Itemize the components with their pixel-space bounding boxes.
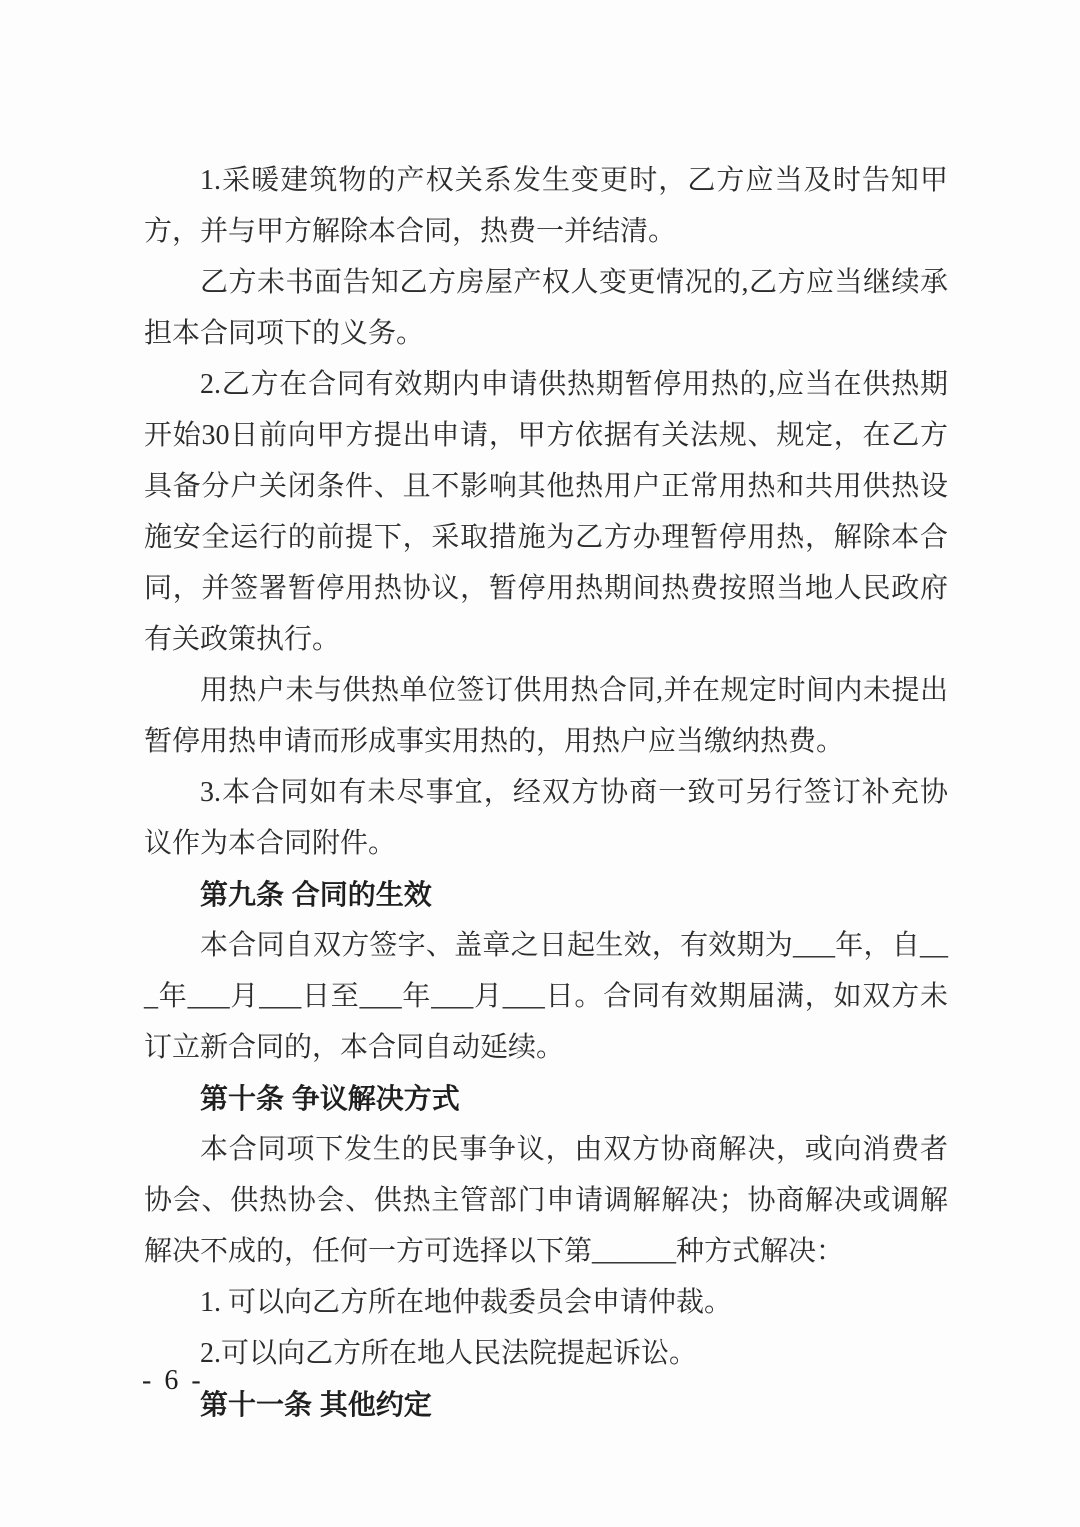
list-item: 1. 可以向乙方所在地仲裁委员会申请仲裁。	[200, 1287, 733, 1318]
page-number: - 6 -	[142, 1365, 204, 1396]
paragraph: 本合同项下发生的民事争议，由双方协商解决，或向消费者协会、供热协会、供热主管部门申请调解解决；协商解决或调解解决不成的，任何一方可选择以下第______种方式解决：	[144, 1134, 948, 1267]
paragraph: 1.采暖建筑物的产权关系发生变更时，乙方应当及时告知甲方，并与甲方解除本合同，热费一并结清。	[144, 165, 948, 247]
document-body	[144, 155, 948, 1430]
paragraph: 2.乙方在合同有效期内申请供热期暂停用热的,应当在供热期开始30日前向甲方提出申请，甲方依据有关法规、规定，在乙方具备分户关闭条件、且不影响其他热用户正常用热和共用供热设施安全运行的前提下，采取措施为乙方办理暂停用热，解除本合同，并签署暂停用热协议，暂停用热期间热费按照当地人民政府有关政策执行。	[144, 369, 948, 655]
paragraph: 本合同自双方签字、盖章之日起生效，有效期为___年，自___年___月___日至___年___月___日。合同有效期届满，如双方未订立新合同的，本合同自动延续。	[144, 930, 948, 1063]
section-heading: 第九条 合同的生效	[200, 879, 432, 910]
paragraph: 3.本合同如有未尽事宜，经双方协商一致可另行签订补充协议作为本合同附件。	[144, 777, 948, 859]
section-heading: 第十一条 其他约定	[200, 1389, 432, 1420]
list-item: 2.可以向乙方所在地人民法院提起诉讼。	[200, 1338, 698, 1369]
section-heading: 第十条 争议解决方式	[200, 1083, 460, 1114]
paragraph: 用热户未与供热单位签订供用热合同,并在规定时间内未提出暂停用热申请而形成事实用热的，用热户应当缴纳热费。	[144, 675, 948, 757]
paragraph: 乙方未书面告知乙方房屋产权人变更情况的,乙方应当继续承担本合同项下的义务。	[144, 267, 948, 349]
